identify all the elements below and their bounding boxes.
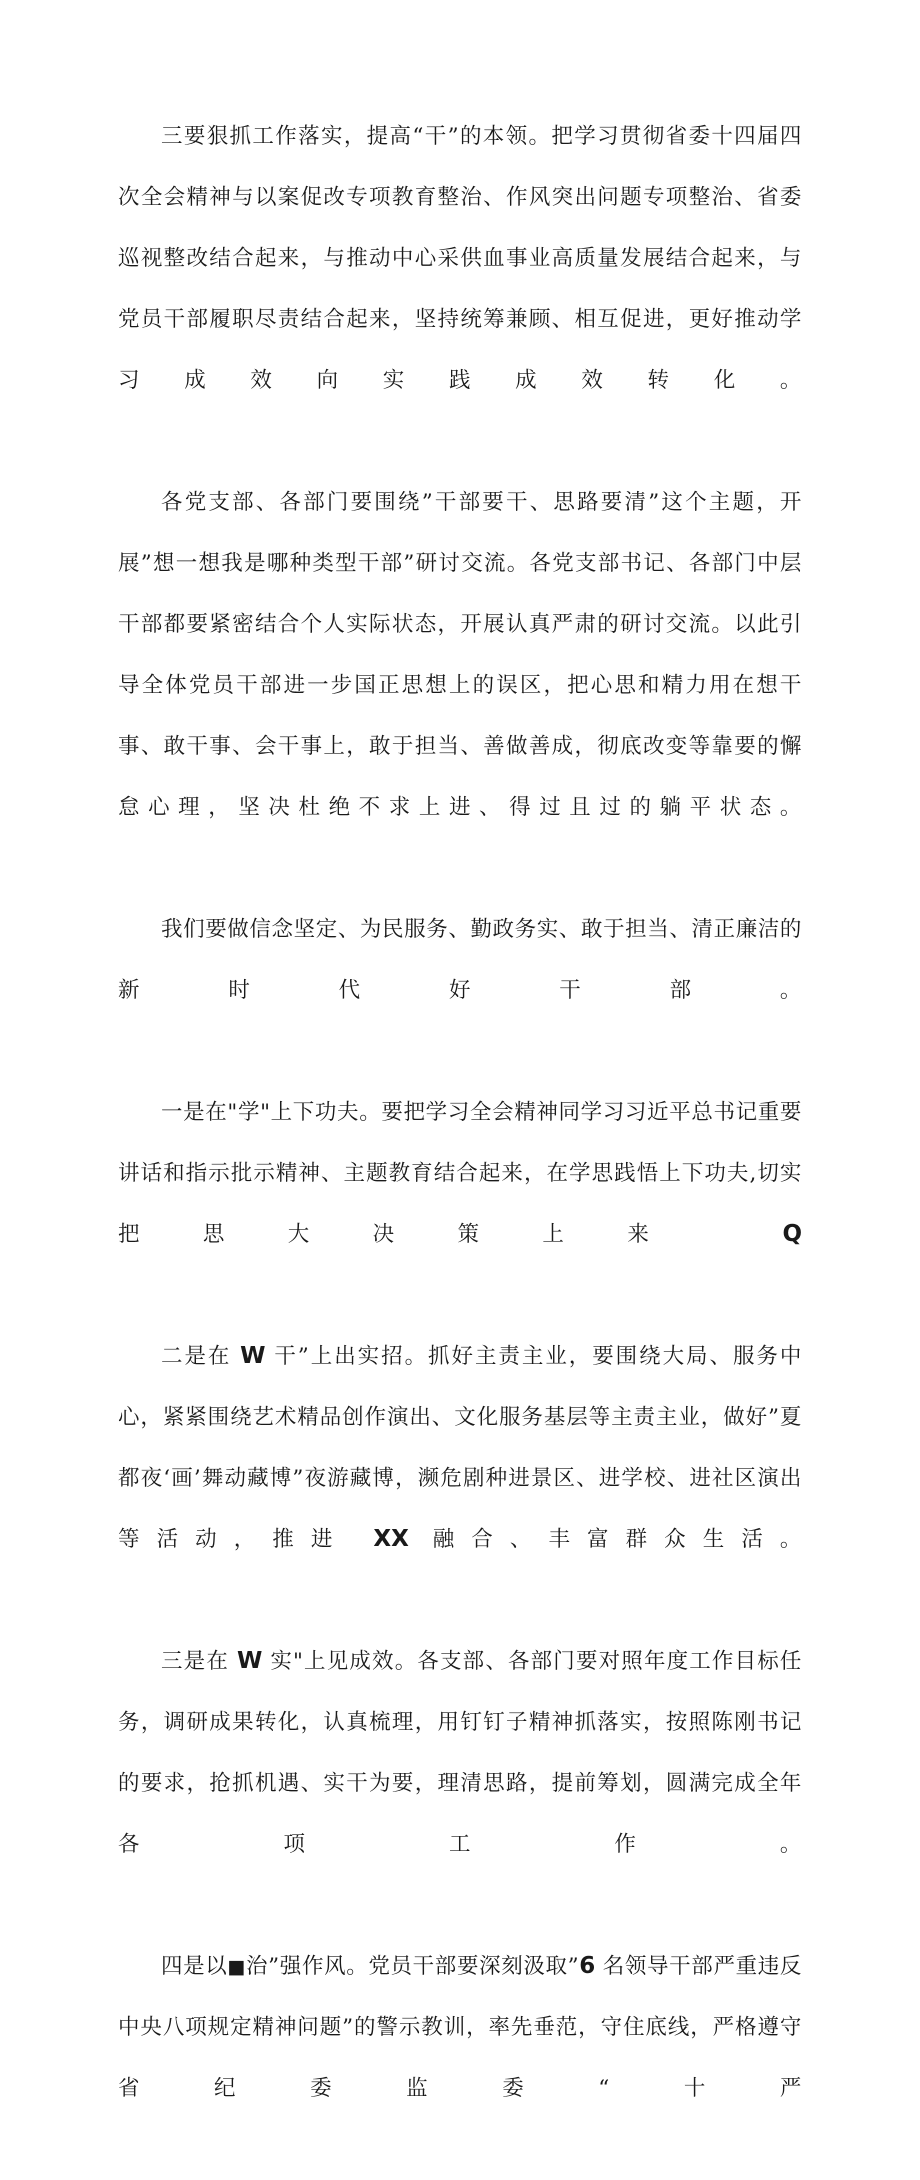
paragraph-4: 一是在"学"上下功夫。要把学习全会精神同学习习近平总书记重要讲话和指示批示精神、主题教育结合起来，在学思践悟上下功夫,切实把思大决策上来 Q	[118, 1100, 802, 1247]
ocr-latin-glyph: W	[236, 1648, 263, 1674]
paragraph-5: 二是在 W 干”上出实招。抓好主责主业，要围绕大局、服务中心，紧紧围绕艺术精品创作演出、文化服务基层等主责主业，做好”夏都夜‘画’舞动藏博”夜游藏博，濒危剧种进景区、进学校、进社区演出等活动，推进 XX 融合、丰富群众生活。	[118, 1343, 802, 1552]
paragraph-7: 四是以■治”强作风。党员干部要深刻汲取”6 名领导干部严重违反中央八项规定精神问题”的警示教训，率先垂范，守住底线，严格遵守省纪委监委“十严	[118, 1953, 802, 2101]
paragraph-1: 三要狠抓工作落实，提高“干”的本领。把学习贯彻省委十四届四次全会精神与以案促改专项教育整治、作风突出问题专项整治、省委巡视整改结合起来，与推动中心采供血事业高质量发展结合起来，与党员干部履职尽责结合起来，坚持统筹兼顾、相互促进，更好推动学习成效向实践成效转化。	[118, 124, 802, 393]
redacted-square-glyph: ■	[227, 1956, 247, 1978]
paragraph-2: 各党支部、各部门要围绕”干部要干、思路要清”这个主题，开展”想一想我是哪种类型干部”研讨交流。各党支部书记、各部门中层干部都要紧密结合个人实际状态，开展认真严肃的研讨交流。以此引导全体党员干部进一步国正思想上的误区，把心思和精力用在想干事、敢干事、会干事上，敢于担当、善做善成，彻底改变等靠要的懈怠心理，坚决杜绝不求上进、得过且过的躺平状态。	[118, 490, 802, 820]
ocr-latin-glyph: W	[240, 1343, 266, 1369]
paragraph-6: 三是在 W 实"上见成效。各支部、各部门要对照年度工作目标任务，调研成果转化，认真梳理，用钉钉子精神抓落实，按照陈刚书记的要求，抢抓机遇、实干为要，理清思路，提前筹划，圆满完成全年各项工作。	[118, 1648, 802, 1857]
ocr-latin-glyph: 6	[579, 1953, 596, 1979]
paragraph-3: 我们要做信念坚定、为民服务、勤政务实、敢于担当、清正廉洁的新时代好干部。	[118, 917, 802, 1003]
ocr-latin-glyph: Q	[782, 1221, 802, 1247]
ocr-latin-glyph: XX	[373, 1526, 409, 1552]
document-text-body	[118, 106, 802, 2180]
